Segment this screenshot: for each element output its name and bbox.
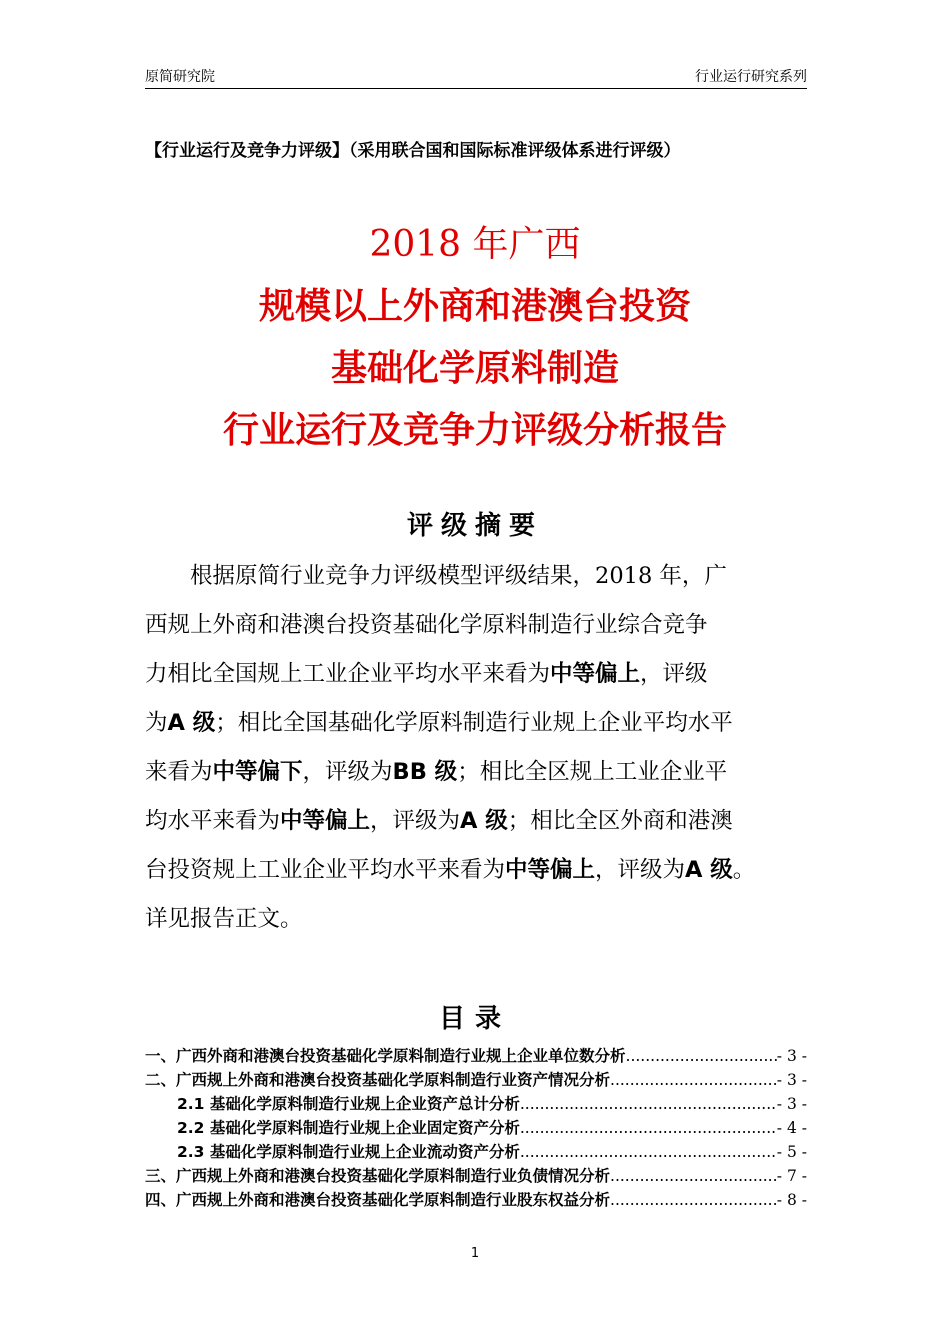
summary-heading: 评级摘要	[406, 511, 543, 541]
toc-entry-page: - 5 -	[776, 1143, 807, 1161]
rating-note: 【行业运行及竞争力评级】（采用联合国和国际标准评级体系进行评级）	[145, 141, 681, 161]
summary-line	[145, 748, 807, 797]
title-line-subject: 行业运行及竞争力评级分析报告	[222, 410, 727, 451]
summary-emphasis: 中等偏上	[505, 857, 596, 883]
summary-text: ；相比全区外商和港澳	[507, 808, 733, 834]
toc-entry-label: 四、广西规上外商和港澳台投资基础化学原料制造行业股东权益分析	[145, 1191, 611, 1209]
summary-line	[145, 846, 807, 895]
toc-entry[interactable]	[145, 1092, 807, 1116]
summary-emphasis: A 级	[167, 710, 216, 736]
table-of-contents	[145, 1044, 807, 1212]
summary-text: 根据原简行业竞争力评级模型评级结果，2018 年，广	[190, 563, 727, 589]
toc-leader-dots	[520, 1092, 777, 1116]
toc-entry-label: 2.1 基础化学原料制造行业规上企业资产总计分析	[177, 1095, 520, 1113]
toc-leader-dots	[610, 1188, 777, 1212]
summary-text: ；相比全区规上工业企业平	[457, 759, 728, 785]
summary-text: ，评级为	[302, 759, 393, 785]
summary-emphasis: 中等偏上	[280, 808, 371, 834]
toc-entry-label: 2.3 基础化学原料制造行业规上企业流动资产分析	[177, 1143, 520, 1161]
toc-entry[interactable]	[145, 1116, 807, 1140]
summary-text: 力相比全国规上工业企业平均水平来看为	[145, 661, 551, 687]
toc-entry[interactable]	[145, 1164, 807, 1188]
toc-entry[interactable]	[145, 1044, 807, 1068]
summary-text: ，评级	[640, 661, 708, 687]
header-series: 行业运行研究系列	[695, 69, 807, 85]
toc-entry[interactable]	[145, 1188, 807, 1212]
toc-entry-page: - 4 -	[776, 1119, 807, 1137]
summary-text: 台投资规上工业企业平均水平来看为	[145, 857, 506, 883]
summary-emphasis: BB 级	[392, 759, 458, 785]
summary-line	[145, 552, 807, 601]
toc-entry[interactable]	[145, 1068, 807, 1092]
toc-entry-page: - 7 -	[776, 1167, 807, 1185]
summary-emphasis: 中等偏下	[212, 759, 303, 785]
toc-leader-dots	[610, 1164, 777, 1188]
toc-entry-label: 2.2 基础化学原料制造行业规上企业固定资产分析	[177, 1119, 520, 1137]
title-line-region: 规模以上外商和港澳台投资	[258, 286, 691, 327]
summary-emphasis: A 级	[460, 808, 508, 834]
toc-entry-label: 一、广西外商和港澳台投资基础化学原料制造行业规上企业单位数分析	[145, 1047, 626, 1065]
summary-line	[145, 699, 807, 748]
header-organization: 原简研究院	[145, 69, 215, 85]
toc-entry-label: 三、广西规上外商和港澳台投资基础化学原料制造行业负债情况分析	[145, 1167, 611, 1185]
summary-line	[145, 797, 807, 846]
summary-text: 来看为	[145, 759, 213, 785]
toc-leader-dots	[626, 1044, 777, 1068]
page-number: 1	[470, 1246, 480, 1261]
summary-line	[145, 895, 807, 944]
summary-emphasis: A 级	[685, 857, 733, 883]
title-line-industry: 基础化学原料制造	[330, 348, 619, 389]
title-line-year: 2018 年广西	[369, 224, 581, 265]
report-title	[0, 214, 950, 462]
toc-heading: 目录	[438, 1004, 511, 1034]
toc-entry-label: 二、广西规上外商和港澳台投资基础化学原料制造行业资产情况分析	[145, 1071, 611, 1089]
summary-text: 均水平来看为	[145, 808, 281, 834]
summary-text: ；相比全国基础化学原料制造行业规上企业平均水平	[215, 710, 733, 736]
toc-entry-page: - 3 -	[776, 1047, 807, 1065]
summary-emphasis: 中等偏上	[550, 661, 641, 687]
summary-line	[145, 601, 807, 650]
summary-text: ，评级为	[595, 857, 686, 883]
summary-line	[145, 650, 807, 699]
toc-leader-dots	[610, 1068, 777, 1092]
page-header	[145, 66, 807, 89]
summary-text: 西规上外商和港澳台投资基础化学原料制造行业综合竞争	[145, 612, 708, 638]
summary-text: 。	[732, 857, 756, 883]
summary-text: ，评级为	[370, 808, 461, 834]
summary-text: 为	[145, 710, 168, 736]
toc-leader-dots	[520, 1140, 777, 1164]
toc-entry-page: - 8 -	[776, 1191, 807, 1209]
summary-text: 详见报告正文。	[145, 906, 303, 932]
toc-entry[interactable]	[145, 1140, 807, 1164]
toc-entry-page: - 3 -	[776, 1095, 807, 1113]
toc-entry-page: - 3 -	[776, 1071, 807, 1089]
summary-paragraph	[145, 552, 807, 944]
toc-leader-dots	[520, 1116, 777, 1140]
